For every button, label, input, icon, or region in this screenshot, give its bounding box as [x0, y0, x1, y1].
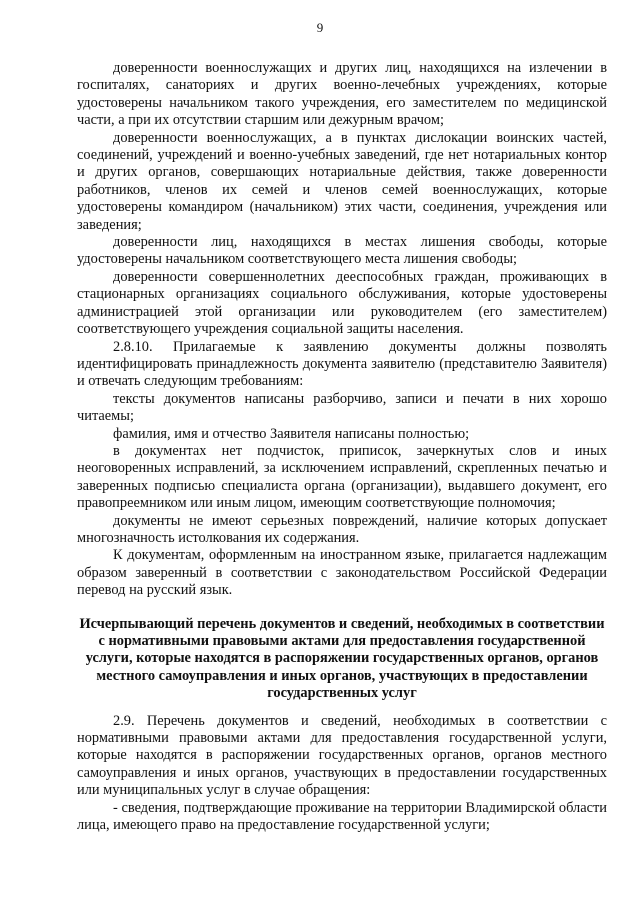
paragraph: доверенности совершеннолетних дееспособных граждан, проживающих в стационарных организациях социального обслуживания, которые удостоверены администрацией этой организации или руководителем (его заместителем) соответствующего учреждения социальной защиты населения. — [77, 268, 607, 338]
paragraph: 2.9. Перечень документов и сведений, необходимых в соответствии с нормативными правовыми актами для предоставления государственной услуги, которые находятся в распоряжении государственных органов, органов местного самоуправления и иных органов, участвующих в предоставлении государственных или муниципальных услуг в случае обращения: — [77, 712, 607, 799]
paragraph: документы не имеют серьезных повреждений, наличие которых допускает многозначность истолкования их содержания. — [77, 512, 607, 546]
paragraph: К документам, оформленным на иностранном языке, прилагается надлежащим образом заверенный в соответствии с законодательством Российской Федерации перевод на русский язык. — [77, 547, 607, 599]
section-heading: Исчерпывающий перечень документов и сведений, необходимых в соответствии с нормативными правовыми актами для предоставления государственной услуги, которые находятся в распоряжении государственных органов, органов местного самоуправления и иных органов, участвующих в предоставлении государственных услуг — [79, 615, 605, 702]
paragraph: тексты документов написаны разборчиво, записи и печати в них хорошо читаемы; — [77, 390, 607, 425]
paragraph: доверенности военнослужащих, а в пунктах дислокации воинских частей, соединений, учреждений и военно-учебных заведений, где нет нотариальных контор и других органов, совершающих нотариальные действия, также доверенности работников, членов их семей и членов семей военнослужащих, которые удостоверены командиром (начальником) этих части, соединения, учреждения или заведения; — [77, 129, 607, 233]
paragraph: 2.8.10. Прилагаемые к заявлению документы должны позволять идентифицировать принадлежность документа заявителю (представителю Заявителя) и отвечать следующим требованиям: — [77, 338, 607, 390]
paragraph: - сведения, подтверждающие проживание на территории Владимирской области лица, имеющего право на предоставление государственной услуги; — [77, 799, 607, 834]
page-number: 9 — [316, 20, 324, 35]
document-body — [77, 60, 607, 834]
paragraph: фамилия, имя и отчество Заявителя написаны полностью; — [113, 425, 470, 442]
paragraph: доверенности лиц, находящихся в местах лишения свободы, которые удостоверены начальником соответствующего места лишения свободы; — [77, 234, 607, 268]
paragraph: в документах нет подчисток, приписок, зачеркнутых слов и иных неоговоренных исправлений, за исключением исправлений, скрепленных печатью и заверенных подписью специалиста органа (организации), выдавшего документ, его правопреемником или иным лицом, имеющим соответствующие полномочия; — [77, 442, 607, 512]
paragraph: доверенности военнослужащих и других лиц, находящихся на излечении в госпиталях, санаториях и других военно-лечебных учреждениях, которые удостоверены начальником такого учреждения, его заместителем по медицинской части, а при их отсутствии старшим или дежурным врачом; — [77, 60, 607, 129]
